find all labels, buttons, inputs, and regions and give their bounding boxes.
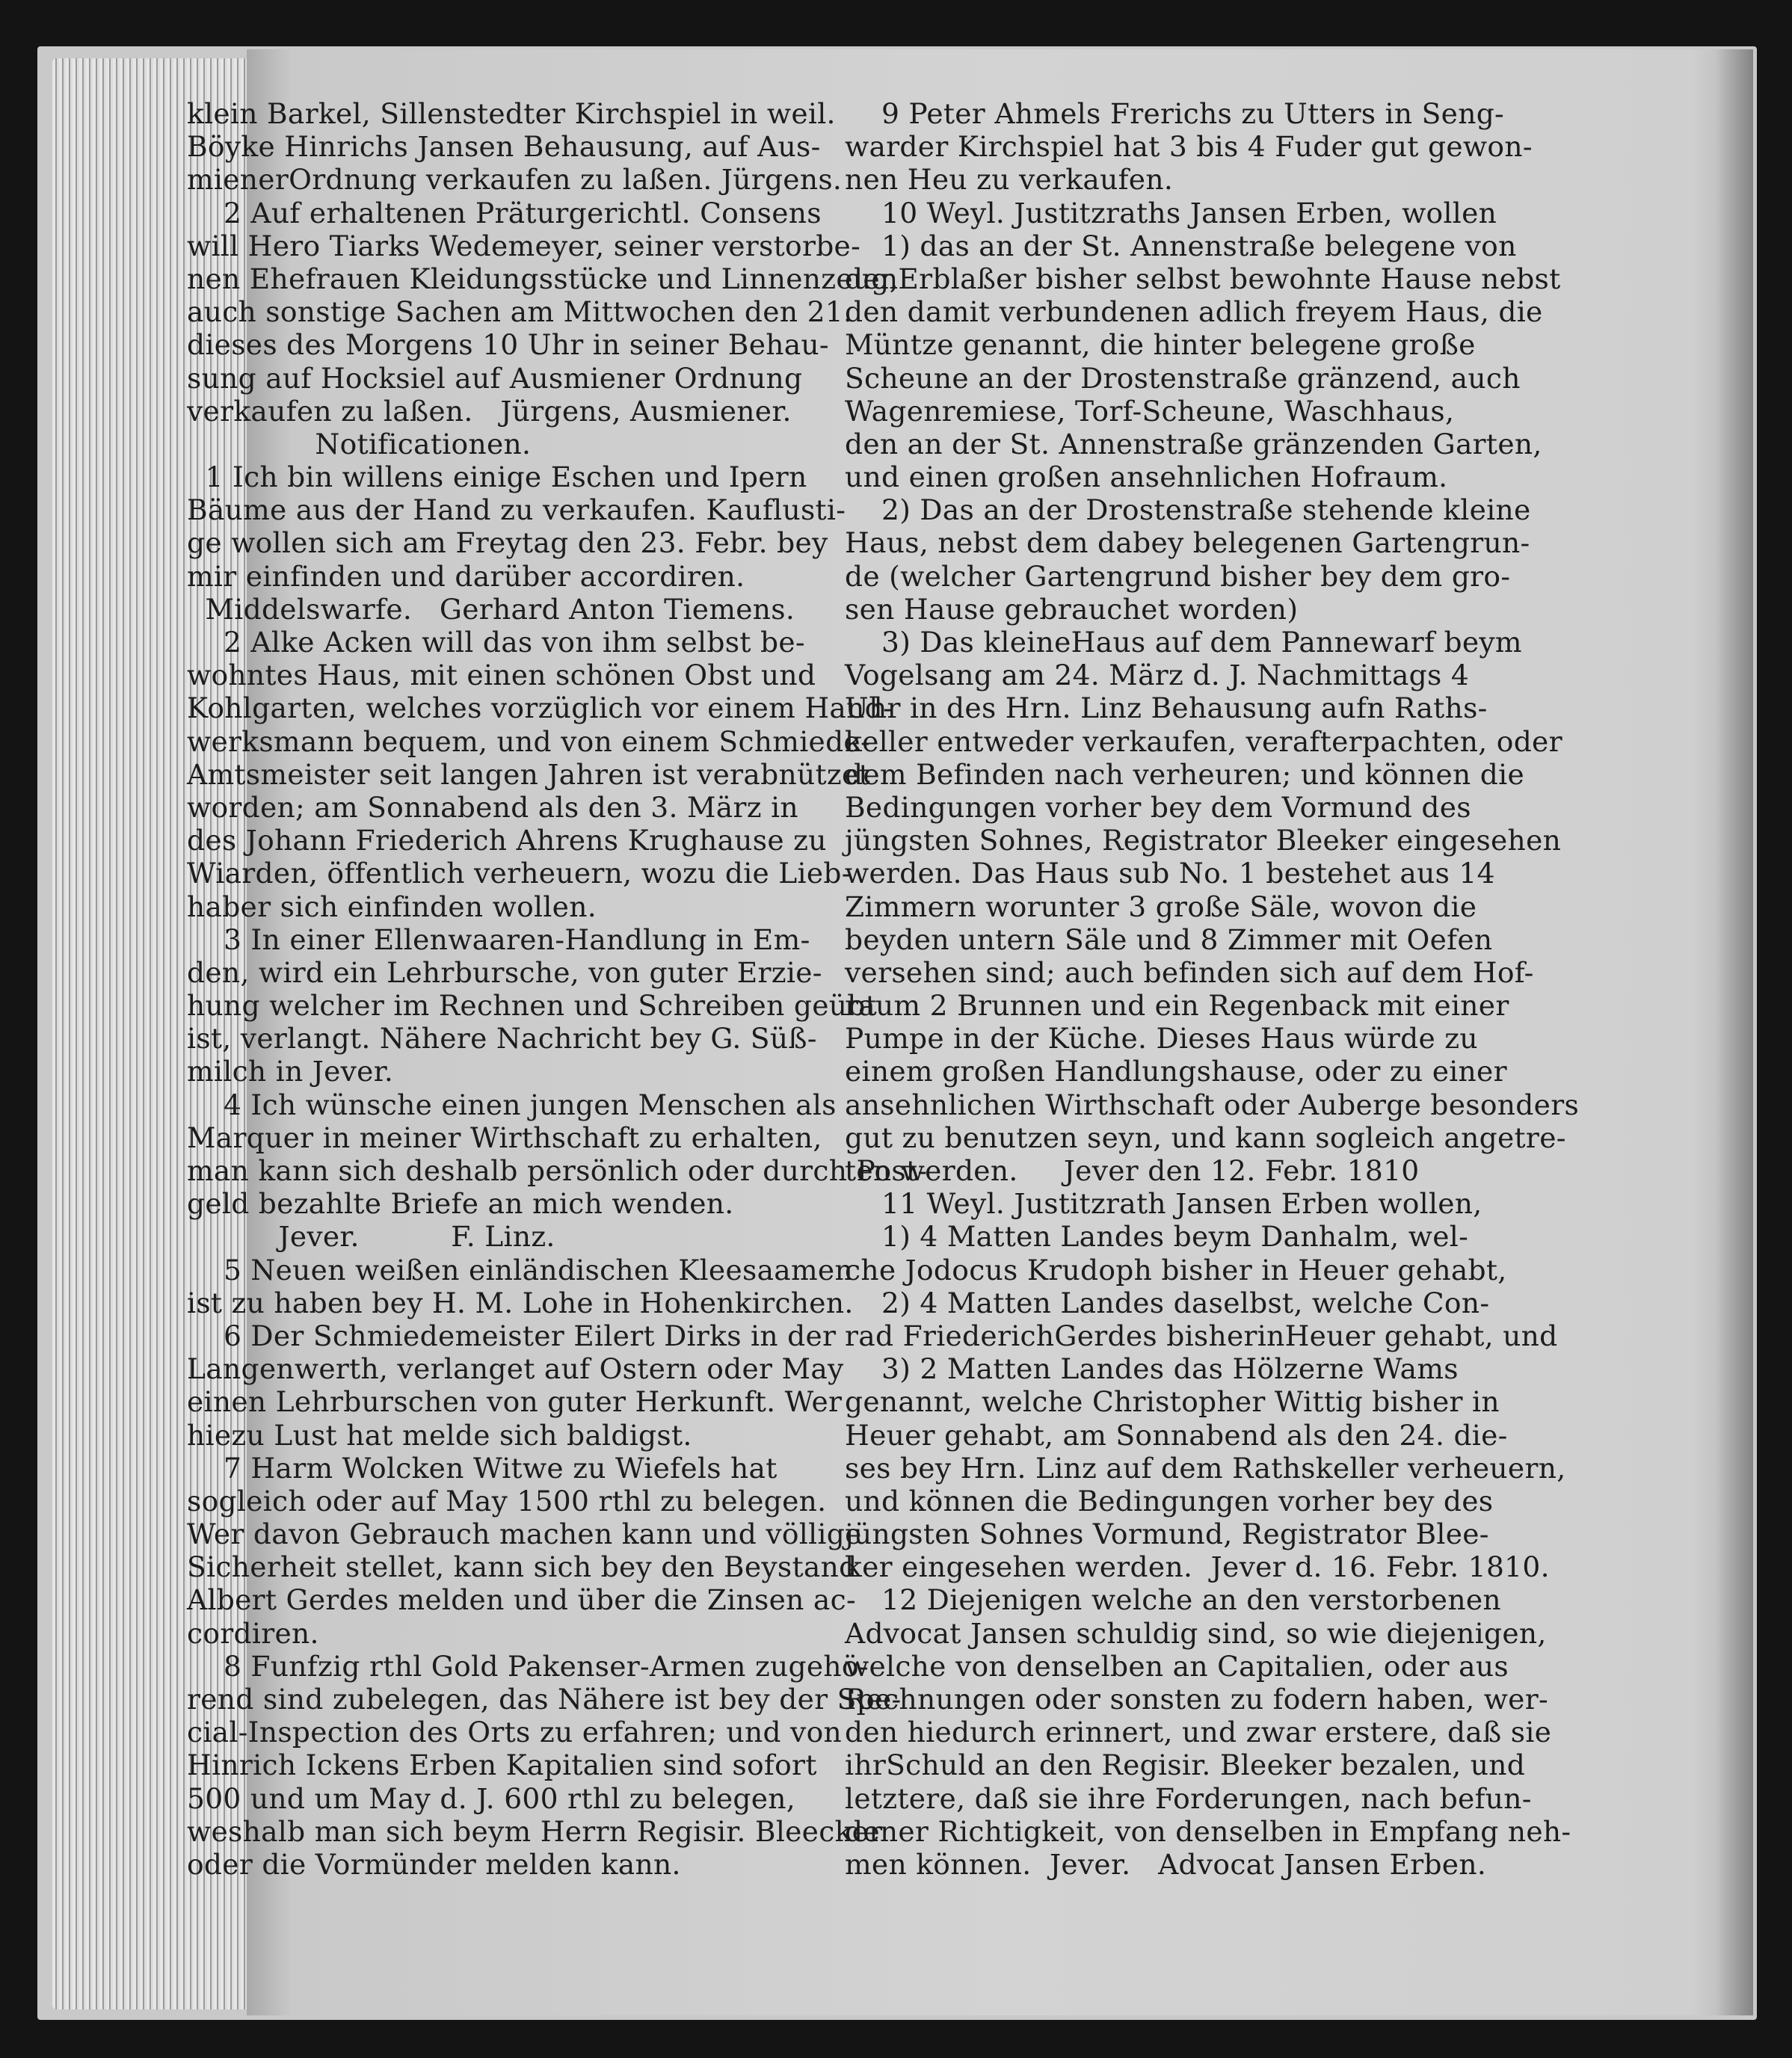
text-line: dener Richtigkeit, von denselben in Empfang neh-	[845, 1814, 1571, 1848]
text-line: 500 und um May d. J. 600 rthl zu belegen,	[187, 1781, 796, 1815]
text-line: einem großen Handlungshause, oder zu einer	[845, 1055, 1507, 1088]
text-line: Wiarden, öffentlich verheuern, wozu die Lieb-	[187, 857, 852, 890]
text-line: Albert Gerdes melden und über die Zinsen ac-	[187, 1583, 856, 1617]
right-column	[845, 97, 1580, 1881]
text-line: klein Barkel, Sillenstedter Kirchspiel in weil.	[187, 97, 836, 130]
text-line: cial-Inspection des Orts zu erfahren; und von	[187, 1716, 842, 1749]
text-line: Middelswarfe. Gerhard Anton Tiemens.	[187, 592, 795, 626]
text-line: men können. Jever. Advocat Jansen Erben.	[845, 1847, 1487, 1881]
text-line: Bedingungen vorher bey dem Vormund des	[845, 790, 1471, 824]
text-line: Pumpe in der Küche. Dieses Haus würde zu	[845, 1022, 1478, 1056]
text-line: ihrSchuld an den Regisir. Bleeker bezalen, und	[845, 1749, 1526, 1782]
text-line: auch sonstige Sachen am Mittwochen den 21.	[187, 295, 853, 329]
text-line: beyden untern Säle und 8 Zimmer mit Oefen	[845, 922, 1493, 956]
text-line: man kann sich deshalb persönlich oder durch Post-	[187, 1154, 928, 1187]
text-line: des Johann Friederich Ahrens Krughause zu	[187, 824, 827, 857]
text-line: Vogelsang am 24. März d. J. Nachmittags 4	[845, 659, 1470, 692]
text-line: Hinrich Ickens Erben Kapitalien sind sofort	[187, 1749, 817, 1782]
text-line: Heuer gehabt, am Sonnabend als den 24. die-	[845, 1418, 1508, 1452]
text-line: Uhr in des Hrn. Linz Behausung aufn Raths-	[845, 691, 1488, 725]
text-line: letztere, daß sie ihre Forderungen, nach befun-	[845, 1781, 1532, 1815]
text-line: 9 Peter Ahmels Frerichs zu Utters in Seng-	[845, 97, 1505, 130]
text-line: Zimmern worunter 3 große Säle, wovon die	[845, 890, 1477, 923]
text-line: einen Lehrburschen von guter Herkunft. Wer	[187, 1385, 843, 1419]
text-line: oder die Vormünder melden kann.	[187, 1847, 681, 1881]
text-line: den, wird ein Lehrbursche, von guter Erzie-	[187, 955, 822, 989]
text-line: werden. Das Haus sub No. 1 bestehet aus 14	[845, 857, 1495, 890]
text-line: sen Hause gebrauchet worden)	[845, 592, 1299, 626]
text-line: milch in Jever.	[187, 1055, 394, 1088]
text-line: sung auf Hocksiel auf Ausmiener Ordnung	[187, 361, 803, 395]
text-line: cordiren.	[187, 1616, 319, 1650]
text-line: 8 Funfzig rthl Gold Pakenser-Armen zugehö-	[187, 1649, 869, 1683]
text-line: che Jodocus Krudoph bisher in Heuer gehabt,	[845, 1253, 1507, 1287]
text-line: Müntze genannt, die hinter belegene große	[845, 328, 1476, 362]
text-line: 5 Neuen weißen einländischen Kleesaamen	[187, 1253, 853, 1287]
text-line: weshalb man sich beym Herrn Regisir. Bleecker	[187, 1814, 883, 1848]
text-line: Rechnungen oder sonsten zu fodern haben, wer-	[845, 1683, 1548, 1716]
text-line: sogleich oder auf May 1500 rthl zu belegen.	[187, 1484, 827, 1518]
text-line: nen Heu zu verkaufen.	[845, 163, 1174, 197]
text-line: Böyke Hinrichs Jansen Behausung, auf Aus-	[187, 130, 821, 164]
text-line: 3 In einer Ellenwaaren-Handlung in Em-	[187, 922, 810, 956]
text-line: Kohlgarten, welches vorzüglich vor einem Hand-	[187, 691, 893, 725]
text-line: Wer davon Gebrauch machen kann und völlige	[187, 1518, 862, 1551]
text-line: verkaufen zu laßen. Jürgens, Ausmiener.	[187, 394, 792, 428]
text-line: genannt, welche Christopher Wittig bisher in	[845, 1385, 1500, 1419]
text-line: will Hero Tiarks Wedemeyer, seiner verstorbe-	[187, 229, 861, 262]
text-line: 2) Das an der Drostenstraße stehende kleine	[845, 493, 1531, 527]
text-line: 12 Diejenigen welche an den verstorbenen	[845, 1583, 1501, 1617]
text-line: nen Ehefrauen Kleidungsstücke und Linnenzeug,	[187, 262, 899, 295]
text-line: ker eingesehen werden. Jever d. 16. Febr. 1810.	[845, 1550, 1550, 1584]
text-line: 3) 2 Matten Landes das Hölzerne Wams	[845, 1352, 1459, 1386]
text-line: Scheune an der Drostenstraße gränzend, auch	[845, 361, 1521, 395]
text-line: worden; am Sonnabend als den 3. März in	[187, 790, 798, 824]
text-line: 2 Alke Acken will das von ihm selbst be-	[187, 626, 805, 659]
text-line: 11 Weyl. Justitzrath Jansen Erben wollen,	[845, 1187, 1482, 1221]
text-line: Wagenremiese, Torf-Scheune, Waschhaus,	[845, 394, 1455, 428]
text-line: ge wollen sich am Freytag den 23. Febr. bey	[187, 526, 828, 560]
text-line: 6 Der Schmiedemeister Eilert Dirks in der	[187, 1319, 837, 1352]
text-line: 1) 4 Matten Landes beym Danhalm, wel-	[845, 1220, 1469, 1254]
text-line: den damit verbundenen adlich freyem Haus, die	[845, 295, 1543, 329]
text-line: und können die Bedingungen vorher bey des	[845, 1484, 1494, 1518]
text-line: geld bezahlte Briefe an mich wenden.	[187, 1187, 734, 1221]
text-line: Advocat Jansen schuldig sind, so wie diejenigen,	[845, 1616, 1547, 1650]
text-line: 2 Auf erhaltenen Präturgerichtl. Consens	[187, 196, 822, 229]
text-line: mienerOrdnung verkaufen zu laßen. Jürgens.	[187, 163, 843, 197]
text-line: Haus, nebst dem dabey belegenen Gartengrun-	[845, 526, 1530, 560]
text-line: 10 Weyl. Justitzraths Jansen Erben, wollen	[845, 196, 1497, 229]
text-line: Jever. F. Linz.	[187, 1220, 555, 1254]
text-line: rend sind zubelegen, das Nähere ist bey der Spe-	[187, 1683, 902, 1716]
text-line: den hiedurch erinnert, und zwar erstere, daß sie	[845, 1716, 1552, 1749]
text-line: hung welcher im Rechnen und Schreiben geübt	[187, 989, 877, 1023]
text-line: versehen sind; auch befinden sich auf dem Hof-	[845, 955, 1534, 989]
text-line: warder Kirchspiel hat 3 bis 4 Fuder gut gewon-	[845, 130, 1533, 164]
text-line: Bäume aus der Hand zu verkaufen. Kauflusti-	[187, 493, 846, 527]
text-line: ansehnlichen Wirthschaft oder Auberge besonders	[845, 1088, 1580, 1121]
text-line: jüngsten Sohnes Vormund, Registrator Blee-	[845, 1518, 1489, 1551]
text-line: dieses des Morgens 10 Uhr in seiner Behau-	[187, 328, 829, 362]
text-line: 2) 4 Matten Landes daselbst, welche Con-	[845, 1286, 1490, 1319]
text-line: 1) das an der St. Annenstraße belegene von	[845, 229, 1517, 262]
text-line: keller entweder verkaufen, verafterpachten, oder	[845, 724, 1562, 758]
text-line: 4 Ich wünsche einen jungen Menschen als	[187, 1088, 837, 1121]
text-line: 3) Das kleineHaus auf dem Pannewarf beym	[845, 626, 1522, 659]
text-line: 1 Ich bin willens einige Eschen und Ipern	[187, 460, 807, 494]
text-line: 7 Harm Wolcken Witwe zu Wiefels hat	[187, 1451, 778, 1485]
text-line: werksmann bequem, und von einem Schmiede-	[187, 724, 870, 758]
text-line: mir einfinden und darüber accordiren.	[187, 559, 745, 593]
spine-shadow	[1716, 49, 1753, 2015]
text-line: jüngsten Sohnes, Registrator Bleeker eingesehen	[845, 824, 1562, 857]
text-line: welche von denselben an Capitalien, oder aus	[845, 1649, 1509, 1683]
text-line: raum 2 Brunnen und ein Regenback mit einer	[845, 989, 1509, 1023]
text-line: wohntes Haus, mit einen schönen Obst und	[187, 659, 816, 692]
text-line: dem Befinden nach verheuren; und können die	[845, 757, 1524, 791]
left-column	[187, 97, 928, 1881]
text-line: Sicherheit stellet, kann sich bey den Beystand	[187, 1550, 857, 1584]
text-line: Amtsmeister seit langen Jahren ist verabnützet	[187, 757, 870, 791]
text-line: denErblaßer bisher selbst bewohnte Hause nebst	[845, 262, 1561, 295]
text-line: und einen großen ansehnlichen Hofraum.	[845, 460, 1448, 494]
text-line: Langenwerth, verlanget auf Ostern oder May	[187, 1352, 844, 1386]
text-line: de (welcher Gartengrund bisher bey dem gro-	[845, 559, 1511, 593]
text-line: ten werden. Jever den 12. Febr. 1810	[845, 1154, 1420, 1187]
text-line: den an der St. Annenstraße gränzenden Garten,	[845, 427, 1542, 460]
text-line: haber sich einfinden wollen.	[187, 890, 597, 923]
text-line: ist zu haben bey H. M. Lohe in Hohenkirchen.	[187, 1286, 854, 1319]
text-line: gut zu benutzen seyn, und kann sogleich angetre-	[845, 1121, 1566, 1154]
text-line: Notificationen.	[187, 427, 532, 460]
text-line: rad FriederichGerdes bisherinHeuer gehabt, und	[845, 1319, 1558, 1352]
text-line: ist, verlangt. Nähere Nachricht bey G. Süß-	[187, 1022, 817, 1056]
text-line: Marquer in meiner Wirthschaft zu erhalten,	[187, 1121, 822, 1154]
text-line: hiezu Lust hat melde sich baldigst.	[187, 1418, 692, 1452]
text-line: ses bey Hrn. Linz auf dem Rathskeller verheuern,	[845, 1451, 1566, 1485]
